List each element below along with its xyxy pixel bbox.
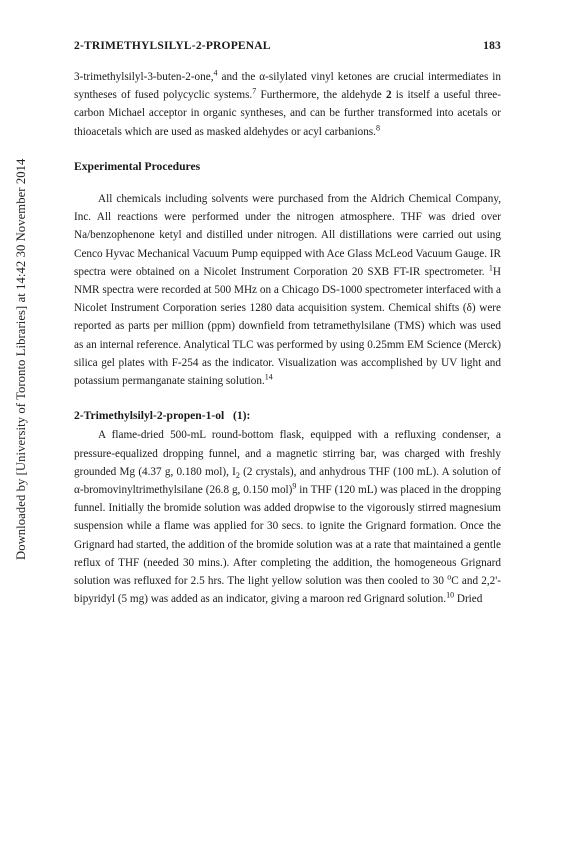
text-run: A flame-dried 500-mL round-bottom flask, equipped with a refluxing condenser, a pressure-equalized dropping funnel, and a magnetic stirring bar, was charged with freshly grounded Mg (4.37 g, 0.180 mol), I <box>74 429 501 478</box>
text-run: in THF (120 mL) was placed in the dropping funnel. Initially the bromide solution was added dropwise to the vigorously stirred magnesium suspension while a flame was applied for 30 secs. to ignite the Grignard formation. Once the Grignard had started, the addition of the bromide solution was at a rate that maintained a gentle reflux of THF (needed 30 mins.). After completing the addition, the homogeneous Grignard solution was refluxed for 2.5 hrs. The light yellow solution was then cooled to 30 <box>74 484 501 588</box>
running-header <box>74 40 501 52</box>
compound-number: (1): <box>232 409 251 423</box>
text-run: is itself a useful three-carbon Michael acceptor in organic syntheses, and can be further transformed into acetals or thioacetals which are used as masked aldehydes or acyl carbanions. <box>74 89 501 138</box>
text-run: 3-trimethylsilyl-3-buten-2-one, <box>74 71 214 83</box>
compound-heading <box>74 407 501 425</box>
procedure-paragraph <box>74 426 501 608</box>
text-run: and the α-silylated vinyl ketones are crucial intermediates in syntheses of fused polycyclic systems. <box>74 71 501 102</box>
page-body <box>74 68 501 608</box>
text-run: Furthermore, the aldehyde <box>256 89 386 102</box>
citation-8: 8 <box>375 122 380 132</box>
subscript-2: 2 <box>235 471 240 481</box>
page-number: 183 <box>483 40 501 52</box>
text-run: C and 2,2'-bipyridyl (5 mg) was added as an indicator, giving a maroon red Grignard solution. <box>74 575 501 606</box>
running-title: 2-TRIMETHYLSILYL-2-PROPENAL <box>74 40 271 52</box>
citation-7: 7 <box>252 86 257 96</box>
intro-paragraph <box>74 68 501 141</box>
text-run: H NMR spectra were recorded at 500 MHz on a Chicago DS-1000 spectrometer interfaced with a Nicolet Instrument Corporation series 1280 data acquisition system. Chemical shifts (δ) were reported as parts per million (ppm) downfield from tetramethylsilane (TMS) which was used as an internal reference. Analytical TLC was performed by using 0.25mm EM Science (Merck) silica gel plates with F-254 as the indicator. Visualization was accomplished by UV light and potassium permanganate staining solution. <box>74 265 501 388</box>
experimental-paragraph <box>74 190 501 390</box>
nmr-superscript: 1 <box>488 263 493 273</box>
text-run: Dried <box>454 593 483 606</box>
text-run: (2 crystals), and anhydrous THF (100 mL). A solution of α-bromovinyltrimethylsilane (26.8 g, 0.150 mol) <box>74 465 501 497</box>
compound-ref-2: 2 <box>385 89 392 102</box>
watermark-text: Downloaded by [University of Toronto Libraries] at 14:42 30 November 2014 <box>14 158 28 560</box>
degree-sign: o <box>447 572 452 582</box>
citation-4: 4 <box>213 68 218 78</box>
citation-9: 9 <box>292 481 297 491</box>
section-heading: Experimental Procedures <box>74 159 201 173</box>
citation-10: 10 <box>446 590 455 600</box>
citation-14: 14 <box>264 372 273 382</box>
compound-title: 2-Trimethylsilyl-2-propen-1-ol <box>74 409 225 423</box>
text-run: All chemicals including solvents were purchased from the Aldrich Chemical Company, Inc. All reactions were performed under the nitrogen atmosphere. THF was dried over Na/benzophenone ketyl and distilled under nitrogen. All distillations were carried out using Cenco Hyvac Mechanical Vacuum Pump equipped with Ace Glass McLeod Vacuum Gauge. IR spectra were obtained on a Nicolet Instrument Corporation 20 SXB FT-IR spectrometer. <box>74 193 501 278</box>
